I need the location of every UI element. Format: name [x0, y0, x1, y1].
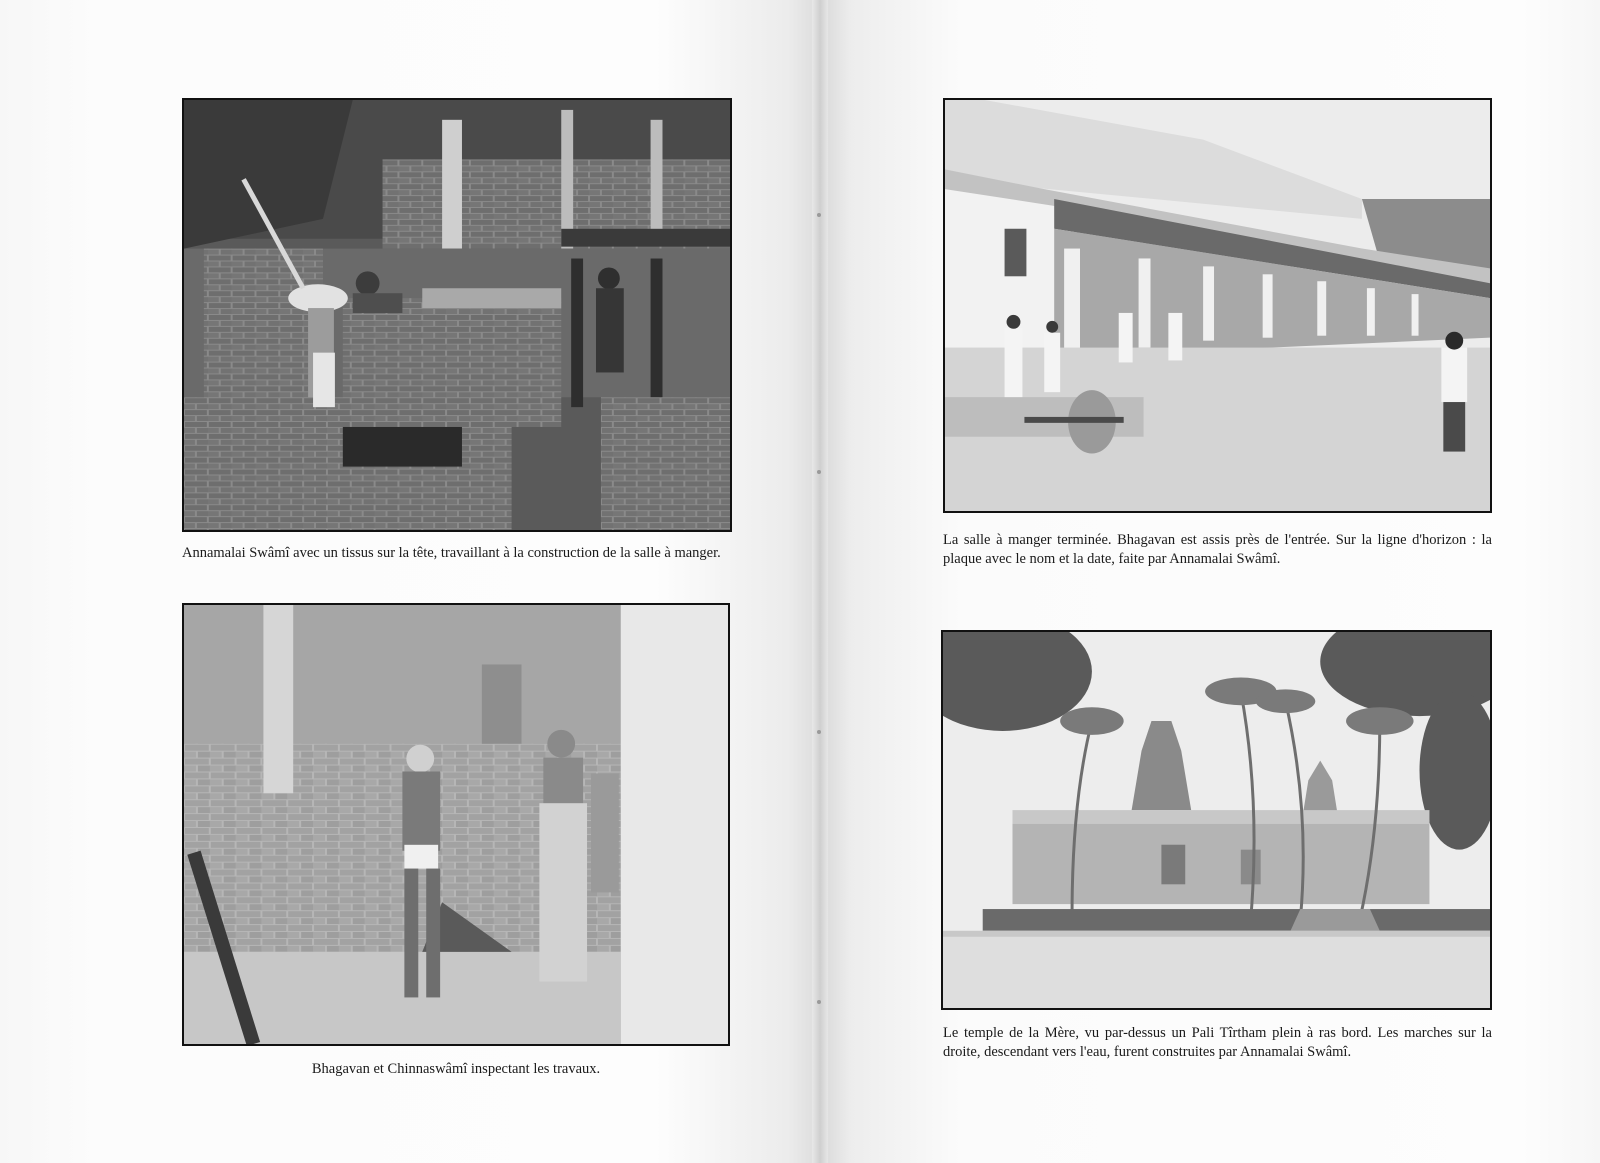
temple-photo-image	[943, 632, 1490, 1008]
inspection-photo-caption: Bhagavan et Chinnaswâmî inspectant les travaux.	[311, 1061, 601, 1077]
binding-stitch	[817, 730, 821, 734]
inspection-photo	[182, 603, 730, 1046]
dining-hall-photo-image	[945, 100, 1490, 511]
construction-photo	[182, 98, 732, 532]
dining-hall-photo-caption: La salle à manger terminée. Bhagavan est assis près de l'entrée. Sur la ligne d'horizon : la plaque avec le nom et la date, faite par Annamalai Swâmî.	[943, 532, 1492, 567]
construction-photo-image	[184, 100, 730, 530]
binding-stitch	[817, 1000, 821, 1004]
inspection-photo-image	[184, 605, 728, 1044]
book-gutter	[812, 0, 828, 1163]
temple-photo-caption: Le temple de la Mère, vu par-dessus un Pali Tîrtham plein à ras bord. Les marches sur la droite, descendant vers l'eau, furent construites par Annamalai Swâmî.	[943, 1025, 1492, 1060]
temple-photo	[941, 630, 1492, 1010]
dining-hall-photo	[943, 98, 1492, 513]
binding-stitch	[817, 470, 821, 474]
binding-stitch	[817, 213, 821, 217]
construction-photo-caption: Annamalai Swâmî avec un tissus sur la tête, travaillant à la construction de la salle à manger.	[182, 545, 721, 561]
